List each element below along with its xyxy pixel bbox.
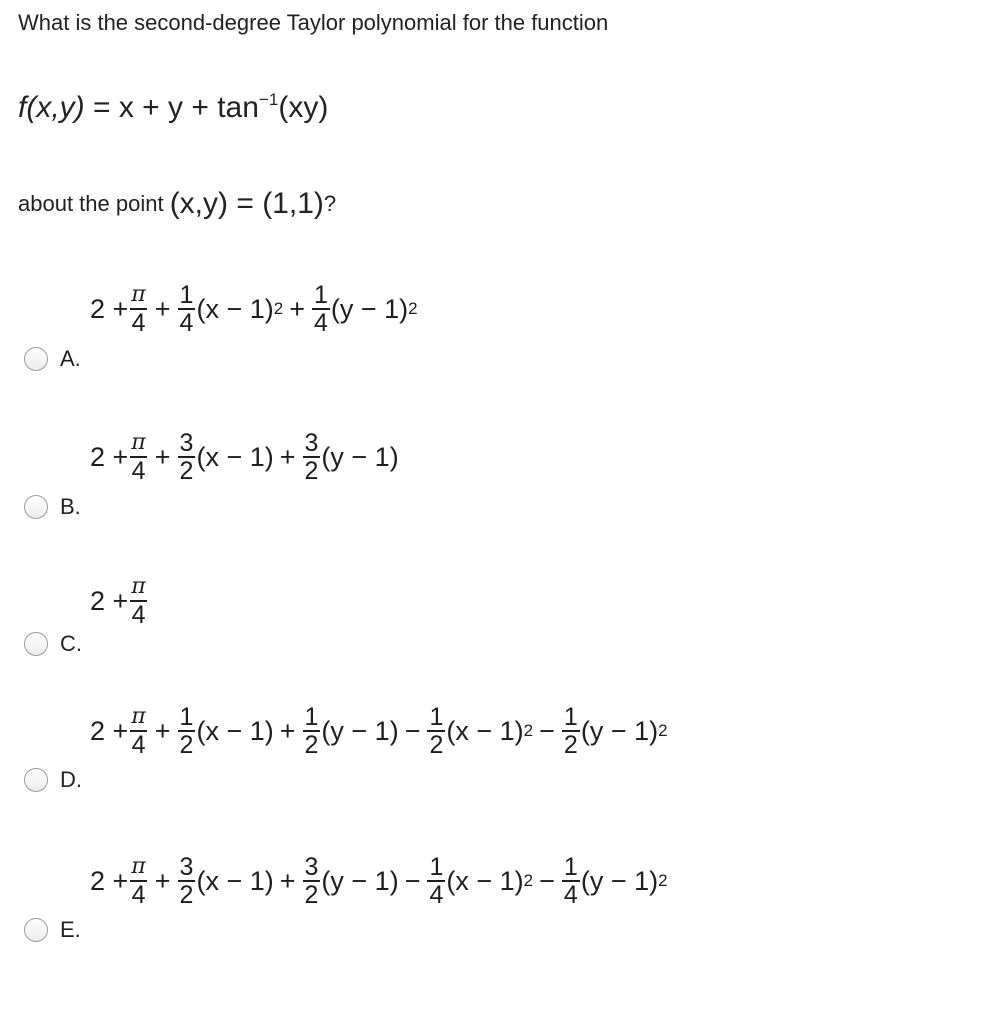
plus-sign: + — [154, 441, 171, 472]
pi-over-four — [129, 430, 147, 484]
about-point-line — [18, 184, 336, 224]
function-exponent: −1 — [258, 90, 279, 109]
constant-term: 2 + — [90, 441, 129, 472]
operator-2: + — [279, 441, 296, 472]
pi-over-four — [129, 854, 147, 908]
pi-denominator: 4 — [131, 309, 146, 337]
coefficient-numerator: 1 — [429, 853, 444, 881]
term-1-body: (x − 1) — [196, 293, 274, 324]
operator-4: − — [539, 715, 555, 746]
coefficient-numerator: 1 — [179, 703, 194, 731]
pi-numerator: π — [131, 704, 146, 729]
expansion-point: (x,y) = (1,1) — [169, 187, 324, 220]
constant-term: 2 + — [90, 865, 129, 896]
term-1-body: (x − 1) — [196, 441, 274, 472]
coefficient-denominator: 2 — [304, 881, 319, 909]
option-e-expression — [90, 854, 668, 908]
pi-denominator: 4 — [131, 731, 146, 759]
constant-term: 2 + — [90, 293, 129, 324]
coefficient-3 — [427, 704, 445, 758]
coefficient-3 — [427, 854, 445, 908]
constant-term: 2 + — [90, 715, 129, 746]
term-1-exponent: 2 — [273, 299, 284, 318]
term-4-exponent: 2 — [658, 871, 668, 890]
coefficient-denominator: 2 — [304, 457, 319, 485]
term-4-body: (y − 1) — [580, 865, 659, 896]
term-2-exponent: 2 — [408, 299, 418, 318]
term-2-body: (y − 1) — [321, 865, 399, 896]
term-4-body: (y − 1) — [580, 715, 659, 746]
option-c[interactable] — [24, 574, 984, 674]
coefficient-2 — [303, 430, 321, 484]
coefficient-numerator: 3 — [304, 429, 319, 457]
option-e-letter: E. — [60, 917, 81, 942]
coefficient-4 — [562, 854, 580, 908]
coefficient-numerator: 1 — [563, 703, 578, 731]
coefficient-numerator: 3 — [179, 853, 194, 881]
coefficient-denominator: 4 — [179, 309, 194, 337]
pi-numerator: π — [131, 574, 146, 599]
option-b-radio[interactable] — [24, 495, 48, 519]
pi-over-four — [129, 574, 147, 628]
pi-denominator: 4 — [131, 881, 146, 909]
coefficient-1 — [178, 854, 196, 908]
coefficient-numerator: 1 — [563, 853, 578, 881]
term-3-exponent: 2 — [523, 871, 534, 890]
option-d-radio[interactable] — [24, 768, 48, 792]
operator-2: + — [279, 865, 296, 896]
pi-denominator: 4 — [131, 601, 146, 629]
plus-sign: + — [154, 715, 171, 746]
term-3-body: (x − 1) — [446, 715, 524, 746]
plus-sign: + — [154, 293, 171, 324]
option-a-expression — [90, 282, 418, 336]
coefficient-1 — [178, 430, 196, 484]
coefficient-denominator: 4 — [429, 881, 444, 909]
option-e[interactable] — [24, 852, 984, 952]
option-c-expression — [90, 574, 149, 628]
coefficient-denominator: 2 — [429, 731, 444, 759]
option-b[interactable] — [24, 428, 984, 528]
plus-sign: + — [154, 865, 171, 896]
function-argument: (xy) — [278, 91, 329, 124]
coefficient-denominator: 4 — [313, 309, 328, 337]
pi-denominator: 4 — [131, 457, 146, 485]
coefficient-numerator: 3 — [179, 429, 194, 457]
function-rhs: = x + y + tan — [84, 91, 259, 124]
pi-numerator: π — [131, 854, 146, 879]
coefficient-numerator: 1 — [179, 281, 194, 309]
option-d-expression — [90, 704, 668, 758]
option-b-expression — [90, 430, 399, 484]
question-intro: What is the second-degree Taylor polynomial for the function — [18, 10, 609, 35]
option-d-letter: D. — [60, 767, 82, 792]
coefficient-denominator: 2 — [563, 731, 578, 759]
coefficient-denominator: 2 — [179, 457, 194, 485]
term-3-exponent: 2 — [523, 721, 534, 740]
term-1-body: (x − 1) — [196, 865, 274, 896]
function-formula — [18, 80, 328, 128]
term-2-body: (y − 1) — [321, 715, 399, 746]
pi-over-four — [129, 282, 147, 336]
option-c-radio[interactable] — [24, 632, 48, 656]
term-2-body: (y − 1) — [330, 293, 409, 324]
coefficient-2 — [303, 854, 321, 908]
term-3-body: (x − 1) — [446, 865, 524, 896]
coefficient-numerator: 1 — [304, 703, 319, 731]
pi-numerator: π — [131, 430, 146, 455]
coefficient-denominator: 2 — [304, 731, 319, 759]
coefficient-2 — [312, 282, 330, 336]
about-text: about the point — [18, 191, 170, 216]
operator-2: + — [279, 715, 296, 746]
option-a-radio[interactable] — [24, 347, 48, 371]
option-a-letter: A. — [60, 346, 81, 371]
option-d[interactable] — [24, 702, 984, 802]
operator-3: − — [404, 715, 421, 746]
term-1-body: (x − 1) — [196, 715, 274, 746]
operator-3: − — [404, 865, 421, 896]
coefficient-denominator: 2 — [179, 731, 194, 759]
option-b-letter: B. — [60, 494, 81, 519]
coefficient-denominator: 4 — [563, 881, 578, 909]
operator-2: + — [289, 293, 305, 324]
constant-term: 2 + — [90, 585, 129, 616]
coefficient-numerator: 3 — [304, 853, 319, 881]
coefficient-2 — [303, 704, 321, 758]
question-mark: ? — [323, 191, 337, 216]
option-c-letter: C. — [60, 631, 82, 656]
term-4-exponent: 2 — [658, 721, 668, 740]
term-2-body: (y − 1) — [321, 441, 399, 472]
function-lhs: f(x,y) — [18, 91, 85, 124]
coefficient-denominator: 2 — [179, 881, 194, 909]
coefficient-numerator: 1 — [313, 281, 328, 309]
option-e-radio[interactable] — [24, 918, 48, 942]
coefficient-4 — [562, 704, 580, 758]
pi-numerator: π — [131, 282, 146, 307]
coefficient-numerator: 1 — [429, 703, 444, 731]
coefficient-1 — [178, 704, 196, 758]
coefficient-1 — [178, 282, 196, 336]
option-a[interactable] — [24, 280, 984, 380]
operator-4: − — [539, 865, 555, 896]
pi-over-four — [129, 704, 147, 758]
